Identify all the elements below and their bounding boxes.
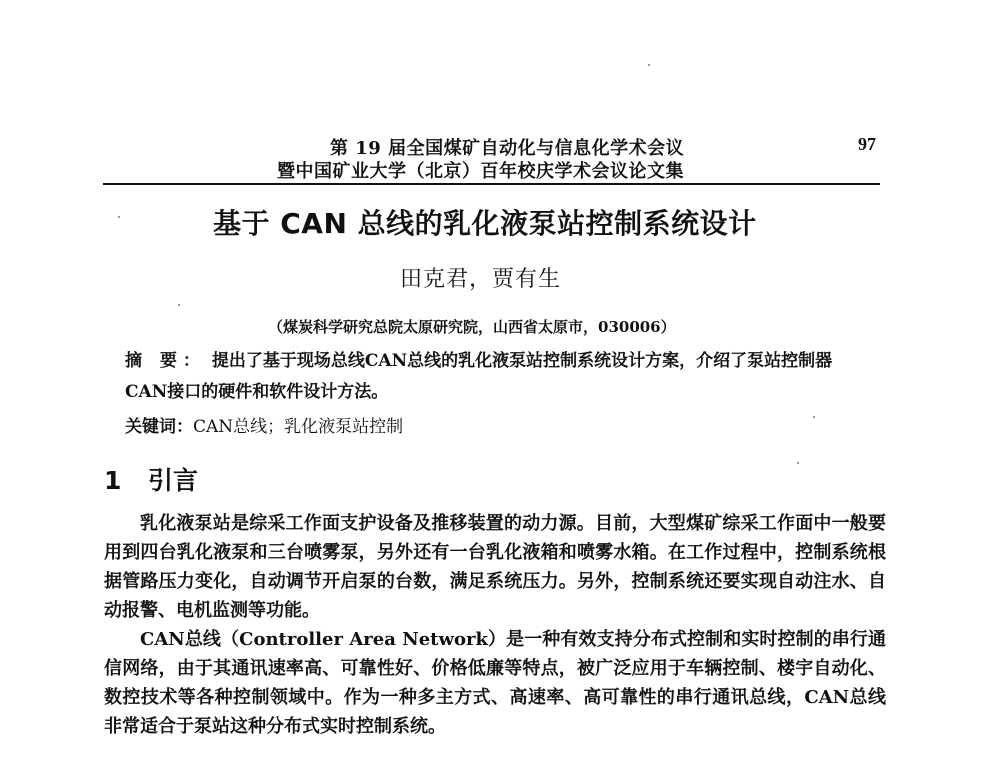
keywords-text: CAN总线；乳化液泵站控制 [193,417,404,437]
abstract-text: 提出了基于现场总线CAN总线的乳化液泵站控制系统设计方案，介绍了泵站控制器CAN接口的硬件和软件设计方法。 [125,351,833,402]
body-paragraph: 乳化液泵站是综采工作面支护设备及推移装置的动力源。目前，大型煤矿综采工作面中一般要用到四台乳化液泵和三台喷雾泵，另外还有一台乳化液箱和喷雾水箱。在工作过程中，控制系统根据管路压力变化，自动调节开启泵的台数，满足系统压力。另外，控制系统还要实现自动注水、自动报警、电机监测等功能。 [104,513,886,621]
running-header-line1: 第 19 届全国煤矿自动化与信息化学术会议 [330,138,685,159]
running-header-line2: 暨中国矿业大学（北京）百年校庆学术会议论文集 [277,161,684,182]
paper-affiliation: （煤炭科学研究总院太原研究院，山西省太原市，030006） [268,318,676,336]
paper-title: 基于 CAN 总线的乳化液泵站控制系统设计 [213,207,757,240]
keywords-label: 关键词： [125,417,193,437]
scan-speck [813,416,815,418]
page-number: 97 [858,134,876,154]
paper-authors: 田克君，贾有生 [400,267,562,292]
keywords [125,412,403,437]
abstract-label: 摘 要： [125,351,206,371]
body-text [104,509,886,741]
section-title: 引言 [148,466,199,495]
section-number: 1 [104,466,122,495]
scan-speck [118,216,120,218]
abstract [125,346,845,408]
body-paragraph: CAN总线（Controller Area Network）是一种有效支持分布式控制和实时控制的串行通信网络，由于其通讯速率高、可靠性好、价格低廉等特点，被广泛应用于车辆控制、楼宇自动化、数控技术等各种控制领域中。作为一种多主方式、高速率、高可靠性的串行通讯总线，CAN总线非常适合于泵站这种分布式实时控制系统。 [104,629,886,737]
header-divider [103,183,880,185]
scan-speck [648,64,650,66]
section-heading [104,461,198,497]
scan-speck [797,462,799,464]
scan-speck [178,304,180,306]
